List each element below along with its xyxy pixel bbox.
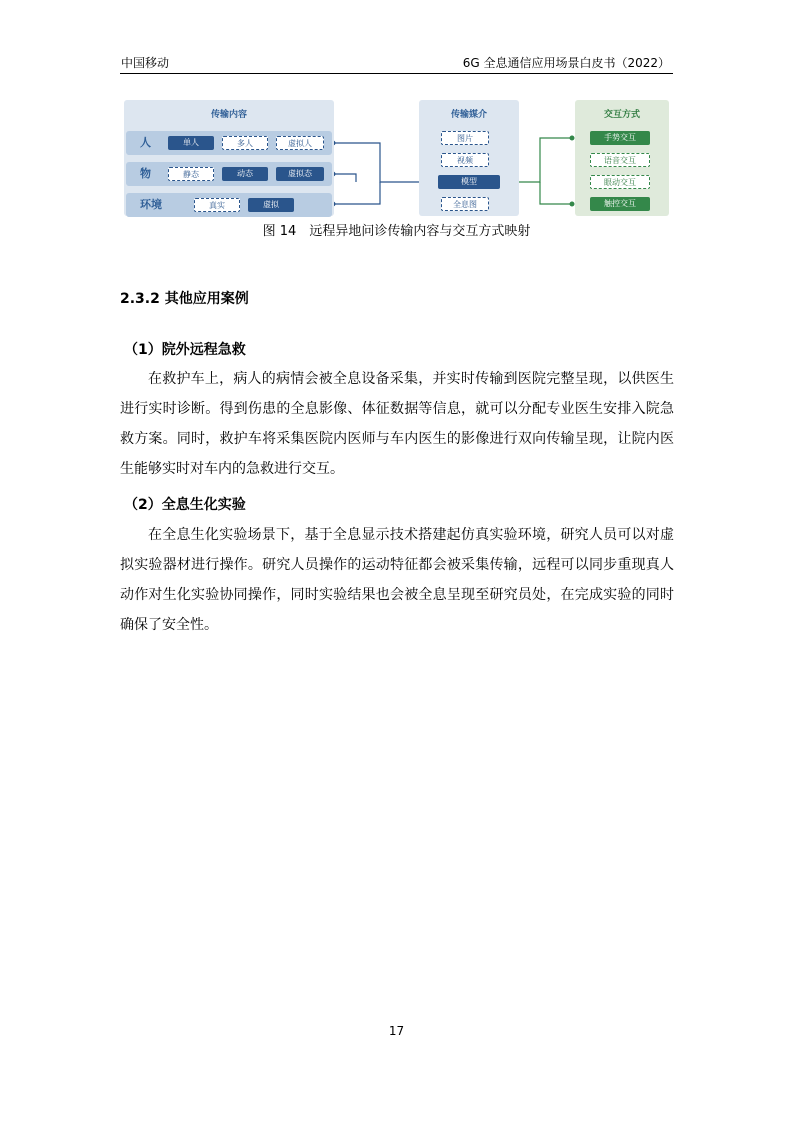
content-row-person xyxy=(126,131,332,155)
chip-eye: 眼动交互 xyxy=(590,175,650,189)
section-title: 2.3.2 其他应用案例 xyxy=(120,291,249,307)
row-label-person: 人 xyxy=(140,136,151,149)
row-label-object: 物 xyxy=(140,167,151,180)
media-panel-title: 传输媒介 xyxy=(450,110,487,120)
chip-single-person: 单人 xyxy=(168,136,214,150)
chip-real: 真实 xyxy=(194,198,240,212)
chip-multi-person: 多人 xyxy=(222,136,268,150)
content-row-object xyxy=(126,162,332,186)
content-panel xyxy=(124,100,334,216)
case-2-heading: （2）全息生化实验 xyxy=(124,497,246,513)
chip-video: 视频 xyxy=(441,153,489,167)
chip-touch: 触控交互 xyxy=(590,197,650,211)
chip-hologram: 全息图 xyxy=(441,197,489,211)
chip-model: 模型 xyxy=(438,175,500,189)
chip-voice: 语音交互 xyxy=(590,153,650,167)
figure-caption: 图 14 远程异地问诊传输内容与交互方式映射 xyxy=(262,224,531,239)
interaction-panel-title: 交互方式 xyxy=(603,110,640,120)
page-number: 17 xyxy=(388,1024,405,1038)
media-panel xyxy=(419,100,519,216)
chip-virtual-person: 虚拟人 xyxy=(276,136,324,150)
case-1-heading: （1）院外远程急救 xyxy=(124,342,246,358)
case-2-paragraph: 在全息生化实验场景下，基于全息显示技术搭建起仿真实验环境，研究人员可以对虚拟实验器材进行操作。研究人员操作的运动特征都会被采集传输，远程可以同步重现真人动作对生化实验协同操作，同时实验结果也会被全息呈现至研究员处，在完成实验的同时确保了安全性。 xyxy=(120,527,674,633)
interaction-panel xyxy=(575,100,669,216)
content-panel-title: 传输内容 xyxy=(210,110,247,120)
chip-virtual-state: 虚拟态 xyxy=(276,167,324,181)
page-header-right: 6G 全息通信应用场景白皮书（2022） xyxy=(462,56,670,70)
row-label-environment: 环境 xyxy=(140,198,162,211)
chip-dynamic: 动态 xyxy=(222,167,268,181)
header-divider xyxy=(120,73,673,74)
content-row-environment xyxy=(126,193,332,217)
chip-virtual: 虚拟 xyxy=(248,198,294,212)
chip-gesture: 手势交互 xyxy=(590,131,650,145)
chip-static: 静态 xyxy=(168,167,214,181)
page-header-left: 中国移动 xyxy=(121,56,170,70)
figure-14 xyxy=(120,98,672,218)
chip-image: 图片 xyxy=(441,131,489,145)
case-1-paragraph: 在救护车上，病人的病情会被全息设备采集，并实时传输到医院完整呈现，以供医生进行实时诊断。得到伤患的全息影像、体征数据等信息，就可以分配专业医生安排入院急救方案。同时，救护车将采集医院内医师与车内医生的影像进行双向传输呈现，让院内医生能够实时对车内的急救进行交互。 xyxy=(120,371,674,477)
